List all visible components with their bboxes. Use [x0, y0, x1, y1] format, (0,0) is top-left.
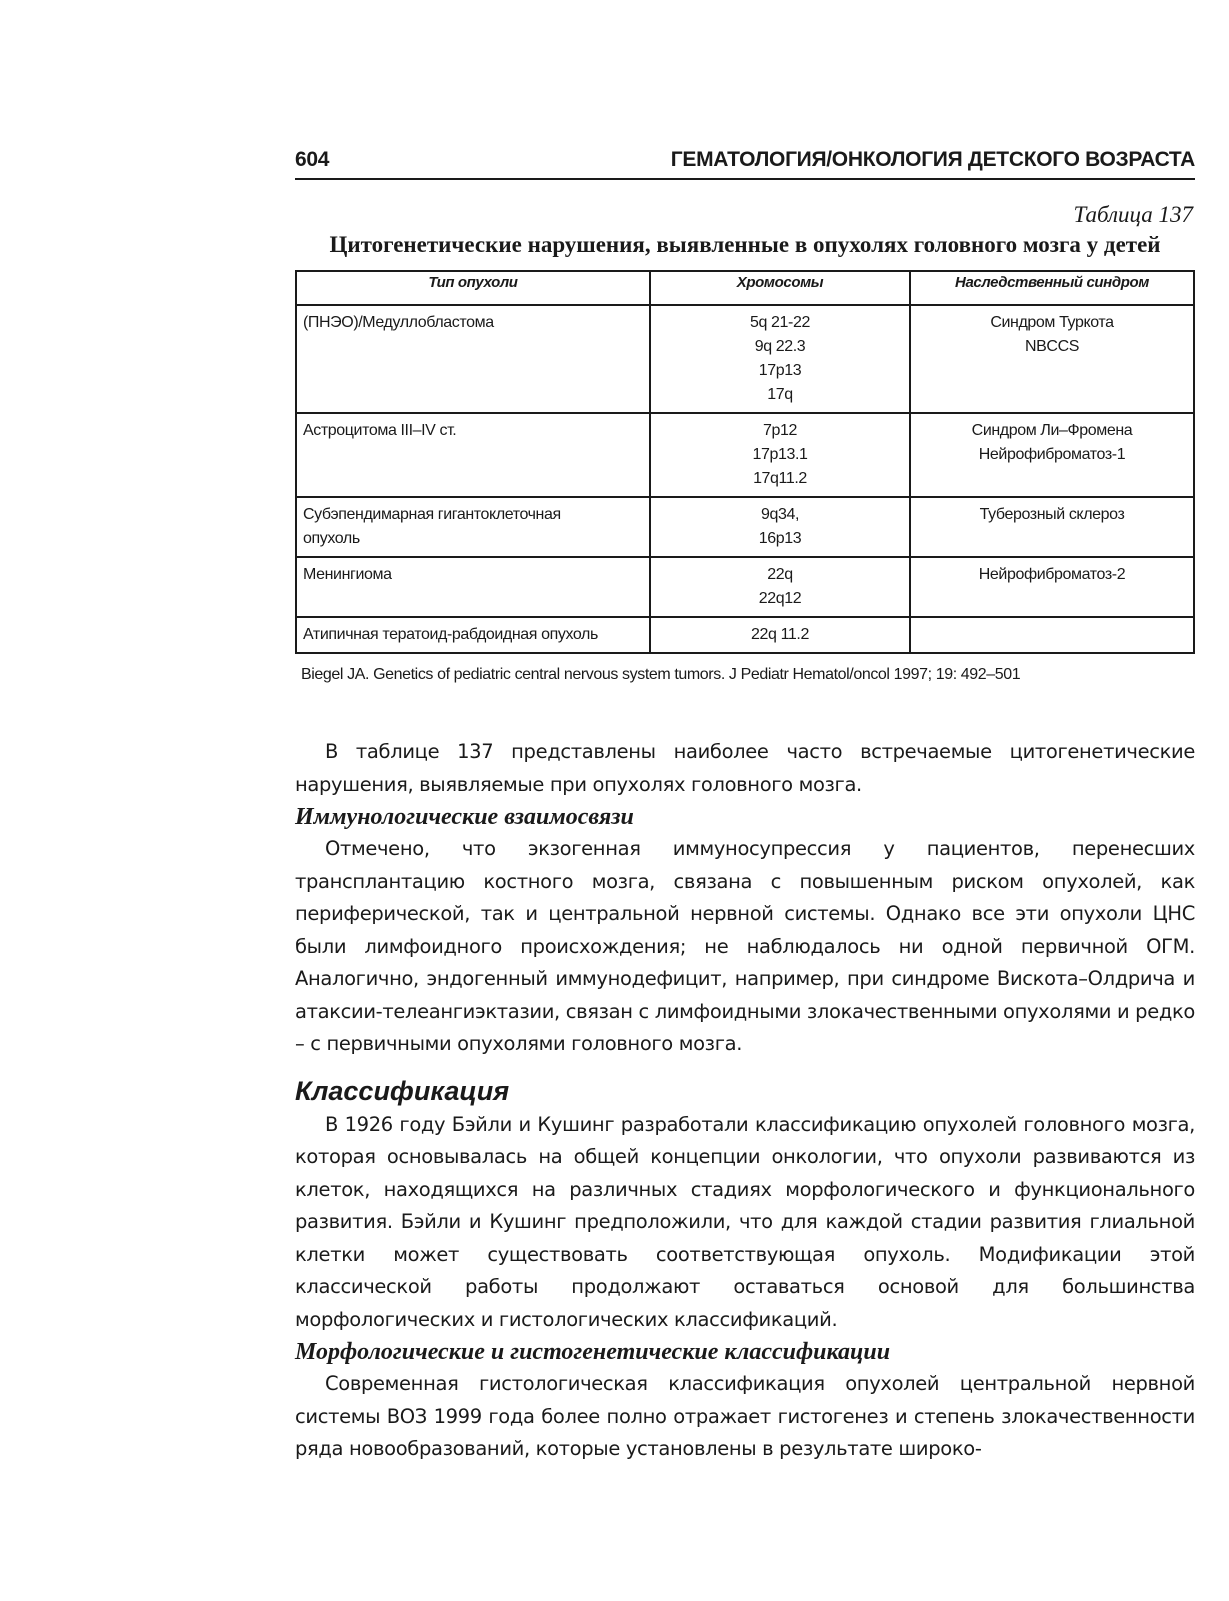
cytogenetics-table: [295, 270, 1195, 654]
syndrome: NBCCS: [1024, 338, 1079, 355]
chromosome: 17p13: [758, 362, 802, 379]
chromosome: 7p12: [763, 422, 797, 439]
chromosome: 17p13.1: [752, 446, 808, 463]
table-title: Цитогенетические нарушения, выявленные в опухолях головного мозга у детей: [329, 232, 1161, 257]
table-row: [296, 617, 1194, 653]
tumor-type-cell: [296, 413, 650, 497]
classification-heading: Классификация: [295, 1075, 510, 1106]
syndrome-cell: [910, 413, 1194, 497]
column-header-tumor-type: Тип опухоли: [296, 271, 650, 305]
table-row: [296, 305, 1194, 413]
chromosome: 22q12: [758, 590, 802, 607]
running-header: [295, 140, 1195, 180]
running-title: ГЕМАТОЛОГИЯ/ОНКОЛОГИЯ ДЕТСКОГО ВОЗРАСТА: [670, 148, 1195, 171]
table-source: Biegel JA. Genetics of pediatric central nervous system tumors. J Pediatr Hematol/oncol 1997; 19: 492–501: [301, 666, 1021, 683]
page-number: 604: [295, 148, 330, 171]
classification-paragraph: В 1926 году Бэйли и Кушинг разработали классификацию опухолей головного мозга, которая основывалась на общей концепции онкологии, что опухоли развиваются из клеток, находящихся на различных стадиях морфологического и функционального развития. Бэйли и Кушинг предположили, что для каждой стадии развития глиальной клетки может существовать соответствующая опухоль. Модификации этой классической работы продолжают оставаться основой для большинства морфологических и гистологических классификаций.: [295, 1112, 1195, 1331]
book-page: [295, 140, 1195, 1466]
tumor-type-cell: [296, 497, 650, 557]
table-label: Таблица 137: [1073, 202, 1193, 227]
chromosomes-cell: [650, 557, 910, 617]
syndrome: Нейрофиброматоз-2: [978, 566, 1126, 583]
chromosome: 16p13: [758, 530, 802, 547]
immunology-paragraph: Отмечено, что экзогенная иммуносупрессия у пациентов, перенесших трансплантацию костного мозга, связана с повышенным риском опухолей, как периферической, так и центральной нервной системы. Однако все эти опухоли ЦНС были лимфоидного происхождения; не наблюдалось ни одной первичной ОГМ. Аналогично, эндогенный иммунодефицит, например, при синдроме Вискота–Олдрича и атаксии-телеангиэктазии, связан с лимфоидными злокачественными опухолями и редко – с первичными опухолями головного мозга.: [295, 837, 1195, 1055]
chromosomes-cell: [650, 617, 910, 653]
tumor-type: (ПНЭО)/Медуллобластома: [303, 314, 494, 331]
tumor-type: опухоль: [303, 530, 360, 547]
morphology-paragraph: Современная гистологическая классификация опухолей центральной нервной системы ВОЗ 1999 года более полно отражает гистогенез и степень злокачественности ряда новообразований, которые установлены в результате широко-: [295, 1372, 1195, 1460]
tumor-type-cell: [296, 557, 650, 617]
syndrome: Нейрофиброматоз-1: [978, 446, 1126, 463]
syndrome: Синдром Ли–Фромена: [971, 422, 1133, 439]
syndrome: Синдром Туркота: [990, 314, 1114, 331]
chromosome: 17q: [767, 386, 793, 403]
syndrome-cell: [910, 497, 1194, 557]
immunology-heading: Иммунологические взаимосвязи: [295, 804, 634, 830]
chromosomes-cell: [650, 413, 910, 497]
column-header-syndrome: Наследственный синдром: [910, 271, 1194, 305]
chromosome: 22q 11.2: [751, 626, 809, 643]
tumor-type-cell: [296, 617, 650, 653]
tumor-type: Атипичная тератоид-рабдоидная опухоль: [303, 626, 598, 643]
chromosome: 9q34,: [760, 506, 800, 523]
table-row: [296, 557, 1194, 617]
tumor-type: Менингиома: [303, 566, 392, 583]
syndrome-cell: [910, 557, 1194, 617]
tumor-type-cell: [296, 305, 650, 413]
syndrome-cell: [910, 305, 1194, 413]
chromosome: 9q 22.3: [754, 338, 806, 355]
column-header-chromosomes: Хромосомы: [650, 271, 910, 305]
chromosomes-cell: [650, 305, 910, 413]
table-row: [296, 497, 1194, 557]
tumor-type: Астроцитома III–IV ст.: [303, 422, 457, 439]
syndrome-cell: [910, 617, 1194, 653]
table-row: [296, 413, 1194, 497]
intro-paragraph: В таблице 137 представлены наиболее часто встречаемые цитогенетические нарушения, выявляемые при опухолях головного мозга.: [295, 740, 1195, 796]
morphology-heading: Морфологические и гистогенетические классификации: [295, 1339, 891, 1365]
chromosome: 5q 21-22: [750, 314, 810, 331]
table-header-row: [296, 271, 1194, 305]
chromosomes-cell: [650, 497, 910, 557]
chromosome: 17q11.2: [753, 470, 807, 487]
tumor-type: Субэпендимарная гигантоклеточная: [303, 506, 561, 523]
chromosome: 22q: [767, 566, 793, 583]
syndrome: Туберозный склероз: [979, 506, 1125, 523]
